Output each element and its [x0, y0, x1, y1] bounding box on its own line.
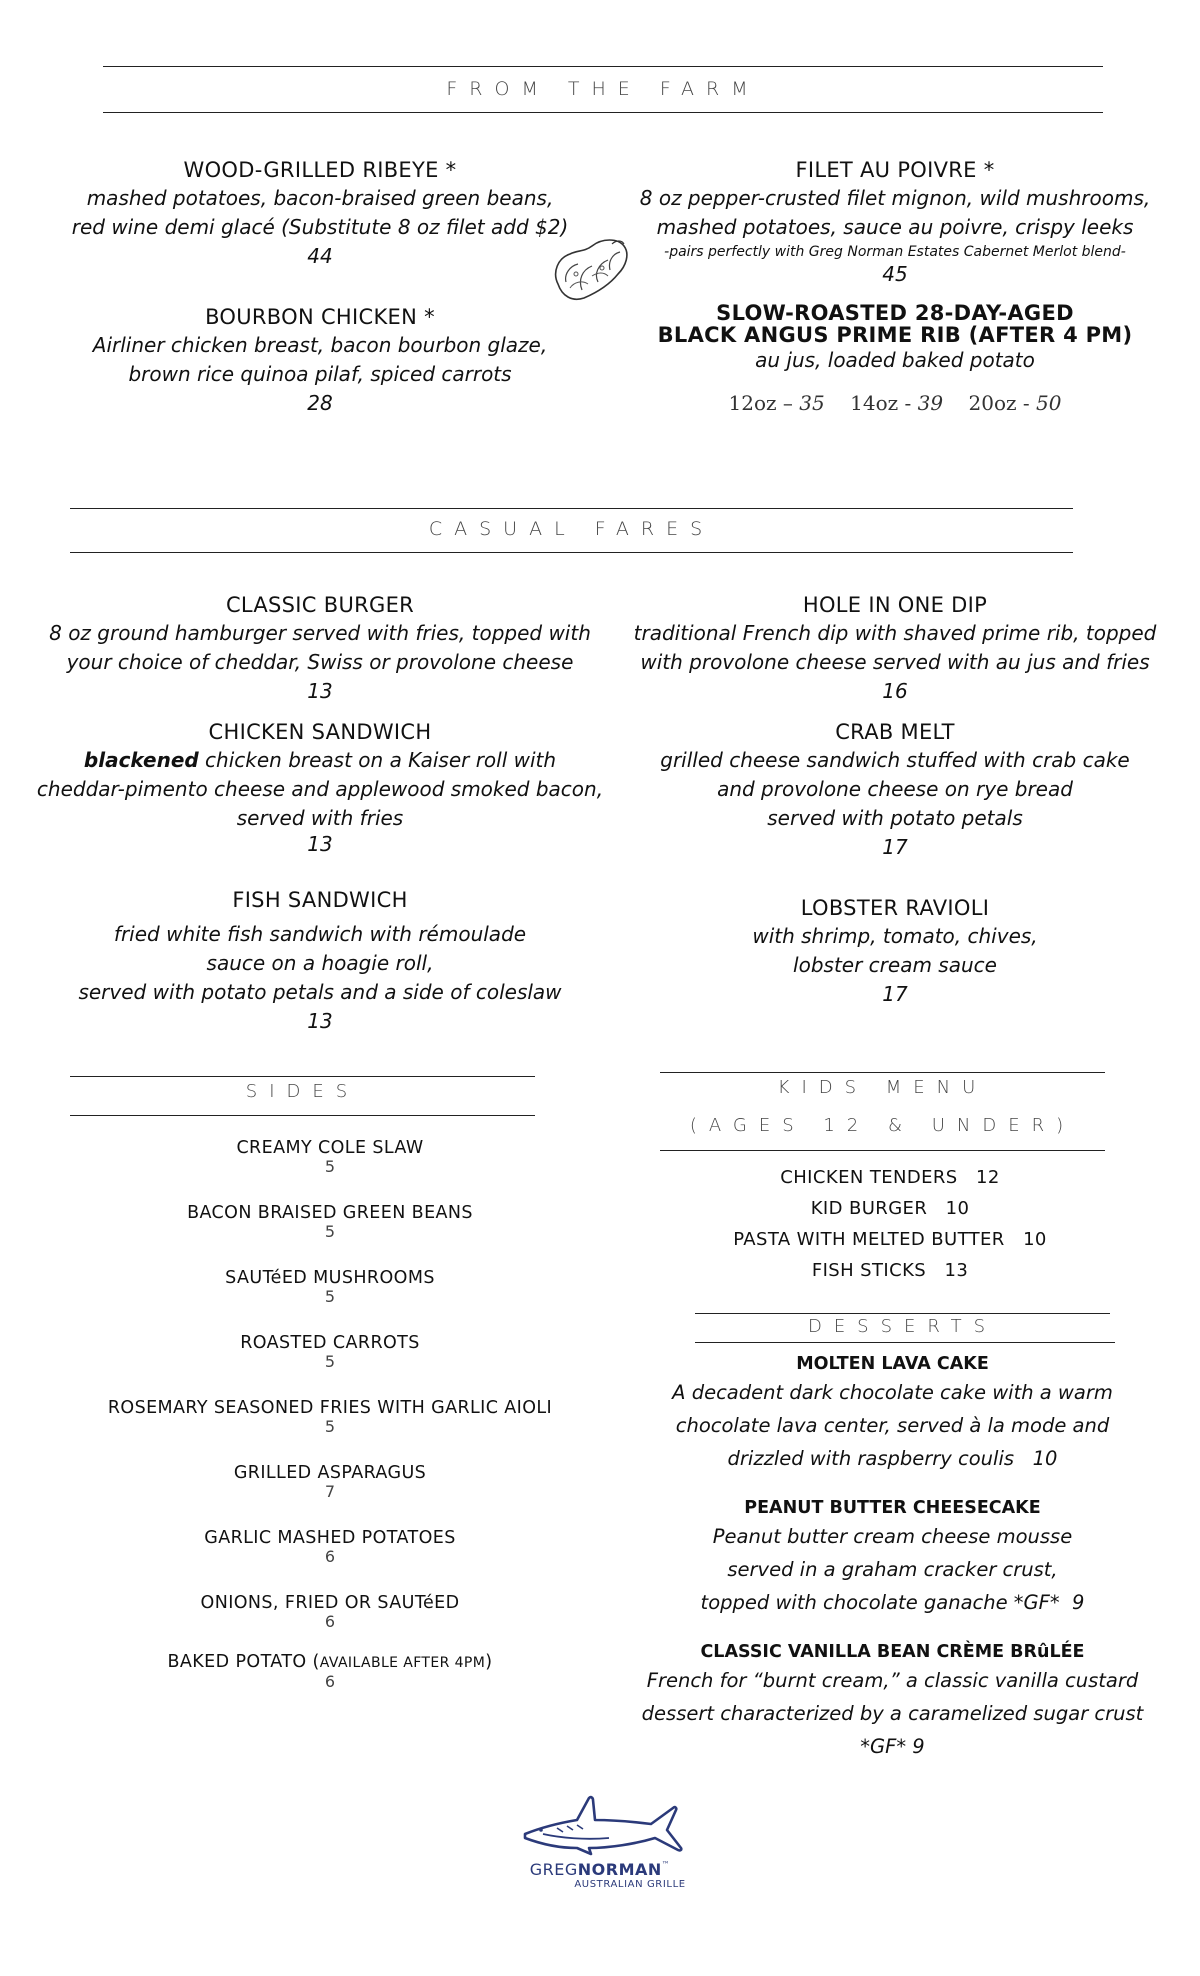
side-name: ONIONS, FRIED OR SAUTéED — [200, 1593, 460, 1613]
dessert-desc: A decadent dark chocolate cake with a warm — [672, 1381, 1113, 1404]
shark-logo-icon — [505, 1790, 695, 1858]
item-name: LOBSTER RAVIOLI — [800, 896, 990, 920]
dessert-desc: chocolate lava center, served à la mode and — [675, 1414, 1110, 1437]
side-name: ROASTED CARROTS — [240, 1333, 420, 1353]
farm-bottom-rule — [103, 112, 1103, 113]
kids-item: FISH STICKS 13 — [811, 1260, 969, 1281]
brand-wordmark — [500, 1860, 700, 1879]
item-desc: 8 oz ground hamburger served with fries, topped with — [49, 621, 591, 645]
sides-section-title: SIDES — [245, 1081, 360, 1102]
menu-item-chicken-sandwich — [30, 718, 610, 855]
kids-list — [640, 1162, 1140, 1286]
side-name: GARLIC MASHED POTATOES — [204, 1528, 456, 1548]
kids-section-subtitle: (AGES 12 & UNDER) — [689, 1115, 1076, 1136]
item-desc: and provolone cheese on rye bread — [717, 777, 1073, 801]
item-desc: brown rice quinoa pilaf, spiced carrots — [128, 362, 512, 386]
item-desc: mashed potatoes, bacon-braised green beans, — [86, 186, 554, 210]
sides-list — [30, 1138, 630, 1692]
size-price: 39 — [917, 391, 944, 415]
menu-item-filet-au-poivre — [615, 156, 1175, 286]
side-item — [30, 1463, 630, 1528]
item-note: -pairs perfectly with Greg Norman Estates Cabernet Merlot blend- — [664, 244, 1126, 260]
farm-section-title: FROM THE FARM — [446, 78, 760, 100]
item-price: 28 — [307, 391, 333, 415]
casual-bottom-rule — [70, 552, 1073, 553]
dessert-creme-brulee — [620, 1640, 1165, 1763]
item-name: SLOW-ROASTED 28-DAY-AGED — [716, 301, 1074, 325]
item-desc — [30, 746, 610, 775]
dessert-desc: dessert characterized by a caramelized sugar crust — [641, 1702, 1144, 1725]
item-desc: 8 oz pepper-crusted filet mignon, wild mushrooms, — [639, 186, 1151, 210]
brand-first: GREG — [529, 1860, 578, 1879]
side-price: 5 — [324, 1287, 336, 1306]
side-price: 6 — [324, 1547, 336, 1566]
side-price: 5 — [324, 1417, 336, 1436]
side-item — [30, 1398, 630, 1463]
greg-norman-logo — [500, 1790, 700, 1900]
menu-item-crab-melt — [615, 718, 1175, 861]
dessert-name: PEANUT BUTTER CHEESECAKE — [744, 1498, 1041, 1518]
side-name-end: ) — [485, 1652, 493, 1672]
kids-item: PASTA WITH MELTED BUTTER 10 — [733, 1229, 1047, 1250]
side-name: ROSEMARY SEASONED FRIES WITH GARLIC AIOLI — [107, 1398, 553, 1418]
desserts-top-rule — [695, 1313, 1110, 1314]
item-desc: lobster cream sauce — [793, 953, 997, 977]
item-price: 13 — [307, 1009, 333, 1033]
dessert-molten-lava-cake — [620, 1352, 1165, 1475]
item-desc: cheddar-pimento cheese and applewood smoked bacon, — [36, 777, 604, 801]
size-label: 20oz - — [968, 391, 1037, 415]
side-price: 7 — [324, 1482, 336, 1501]
item-desc: red wine demi glacé (Substitute 8 oz filet add $2) — [71, 215, 569, 239]
item-desc: mashed potatoes, sauce au poivre, crispy leeks — [656, 215, 1134, 239]
menu-item-bourbon-chicken — [40, 303, 600, 417]
menu-item-classic-burger — [30, 591, 610, 705]
casual-section-title: CASUAL FARES — [428, 518, 715, 540]
item-name: CHICKEN SANDWICH — [208, 720, 432, 744]
menu-item-ribeye — [40, 156, 600, 270]
side-price: 5 — [324, 1352, 336, 1371]
item-price: 44 — [307, 244, 333, 268]
side-item — [30, 1652, 630, 1692]
item-desc: grilled cheese sandwich stuffed with crab cake — [660, 748, 1130, 772]
brand-last: NORMAN — [577, 1860, 662, 1879]
side-name-text: BAKED POTATO ( — [167, 1652, 320, 1672]
side-price: 5 — [324, 1157, 336, 1176]
item-name: BLACK ANGUS PRIME RIB (AFTER 4 PM) — [657, 323, 1133, 347]
size-price: 35 — [799, 391, 825, 415]
menu-item-prime-rib — [615, 302, 1175, 417]
item-price: 13 — [307, 832, 333, 856]
desc-text: chicken breast on a Kaiser roll with — [198, 748, 557, 772]
prime-rib-sizes — [615, 389, 1175, 417]
desserts-bottom-rule — [695, 1342, 1115, 1343]
dessert-desc: served in a graham cracker crust, — [727, 1558, 1058, 1581]
item-desc: served with potato petals — [767, 806, 1023, 830]
sides-bottom-rule — [70, 1115, 535, 1116]
side-item — [30, 1268, 630, 1333]
side-name: GRILLED ASPARAGUS — [233, 1463, 427, 1483]
side-name: SAUTéED MUSHROOMS — [225, 1268, 435, 1288]
side-item — [30, 1138, 630, 1203]
item-desc: with shrimp, tomato, chives, — [752, 924, 1038, 948]
dessert-desc: Peanut butter cream cheese mousse — [712, 1525, 1073, 1548]
dessert-name: CLASSIC VANILLA BEAN CRÈME BRûLÉE — [700, 1642, 1085, 1662]
item-price: 17 — [882, 835, 908, 859]
size-label: 14oz - — [850, 391, 918, 415]
side-item — [30, 1593, 630, 1652]
item-name: FISH SANDWICH — [232, 888, 408, 912]
item-desc: served with potato petals and a side of coleslaw — [78, 980, 562, 1004]
side-name: CREAMY COLE SLAW — [236, 1138, 424, 1158]
item-price: 13 — [307, 679, 333, 703]
menu-item-hole-in-one-dip — [615, 591, 1175, 705]
dessert-name: MOLTEN LAVA CAKE — [796, 1354, 989, 1374]
menu-item-lobster-ravioli — [615, 894, 1175, 1008]
item-price: 17 — [882, 982, 908, 1006]
dessert-desc: topped with chocolate ganache *GF* 9 — [700, 1591, 1085, 1614]
kids-section-title: KIDS MENU — [777, 1077, 988, 1098]
kids-item: KID BURGER 10 — [810, 1198, 970, 1219]
item-desc: fried white fish sandwich with rémoulade — [113, 922, 527, 946]
farm-top-rule — [103, 66, 1103, 67]
bold-word: blackened — [83, 748, 199, 772]
side-price: 5 — [324, 1222, 336, 1241]
dessert-desc: *GF* 9 — [860, 1735, 925, 1758]
item-desc: traditional French dip with shaved prime rib, topped — [633, 621, 1157, 645]
item-name: CRAB MELT — [835, 720, 955, 744]
item-desc: Airliner chicken breast, bacon bourbon glaze, — [92, 333, 548, 357]
kids-bottom-rule — [660, 1150, 1105, 1151]
item-desc: au jus, loaded baked potato — [755, 348, 1035, 372]
item-price: 16 — [882, 679, 908, 703]
dessert-peanut-butter-cheesecake — [620, 1496, 1165, 1619]
brand-subtitle: AUSTRALIAN GRILLE — [574, 1879, 686, 1890]
brand-tm: ™ — [661, 1860, 671, 1869]
item-desc: sauce on a hoagie roll, — [206, 951, 434, 975]
side-item — [30, 1333, 630, 1398]
item-name: CLASSIC BURGER — [225, 593, 415, 617]
item-desc: with provolone cheese served with au jus and fries — [640, 650, 1150, 674]
item-desc: your choice of cheddar, Swiss or provolone cheese — [66, 650, 574, 674]
kids-item: CHICKEN TENDERS 12 — [780, 1167, 1000, 1188]
size-label: 12oz – — [728, 391, 800, 415]
menu-item-fish-sandwich — [30, 886, 610, 1035]
side-item — [30, 1203, 630, 1268]
dessert-desc: drizzled with raspberry coulis 10 — [727, 1447, 1058, 1470]
casual-top-rule — [70, 508, 1073, 509]
side-name: BACON BRAISED GREEN BEANS — [187, 1203, 473, 1223]
side-name-note: AVAILABLE AFTER 4PM — [319, 1655, 486, 1671]
item-desc: served with fries — [236, 806, 404, 830]
kids-top-rule — [660, 1072, 1105, 1073]
desserts-section-title: DESSERTS — [807, 1316, 998, 1337]
size-price: 50 — [1036, 391, 1062, 415]
sides-top-rule — [70, 1076, 535, 1077]
side-name — [30, 1652, 630, 1673]
item-name: HOLE IN ONE DIP — [802, 593, 988, 617]
item-price: 45 — [882, 262, 908, 286]
side-item — [30, 1528, 630, 1593]
side-price: 6 — [324, 1672, 336, 1691]
item-name: BOURBON CHICKEN * — [205, 305, 435, 329]
side-price: 6 — [324, 1612, 336, 1631]
dessert-desc: French for “burnt cream,” a classic vanilla custard — [646, 1669, 1139, 1692]
item-name: WOOD-GRILLED RIBEYE * — [183, 158, 457, 182]
item-name: FILET AU POIVRE * — [795, 158, 995, 182]
